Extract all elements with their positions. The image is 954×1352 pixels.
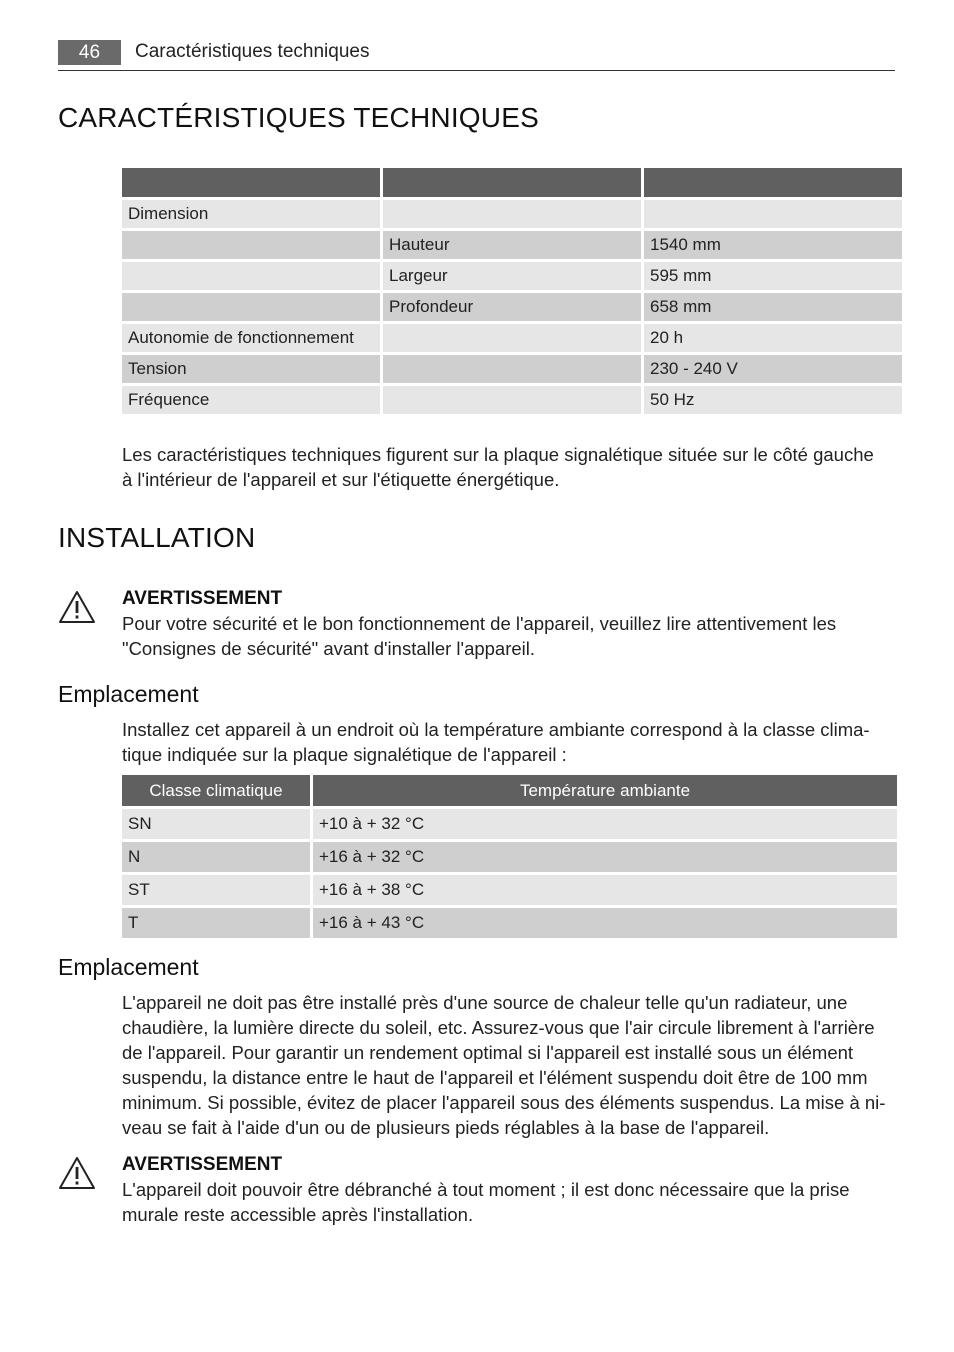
text-line: de l'appareil. Pour garantir un rendement optimal si l'appareil est installé sous un élément xyxy=(122,1042,854,1063)
text-line: à l'intérieur de l'appareil et sur l'étiquette énergétique. xyxy=(122,469,560,490)
table-cell: 50 Hz xyxy=(644,386,902,414)
text-line: Les caractéristiques techniques figurent sur la plaque signalétique située sur le côté gauche xyxy=(122,444,874,465)
table-cell: +10 à + 32 °C xyxy=(313,809,897,839)
table-cell: 230 - 240 V xyxy=(644,355,902,383)
table-cell xyxy=(122,262,380,290)
page-number: 46 xyxy=(58,40,121,65)
warning-text xyxy=(122,1177,897,1227)
specs-table-header xyxy=(122,168,902,197)
table-cell: +16 à + 38 °C xyxy=(313,875,897,905)
table-cell xyxy=(383,355,641,383)
table-row xyxy=(122,908,897,938)
climate-table-header xyxy=(122,775,897,806)
table-row xyxy=(122,200,902,228)
table-row xyxy=(122,293,902,321)
specs-header-cell xyxy=(383,168,641,197)
emplacement-text xyxy=(122,990,897,1140)
table-cell: Largeur xyxy=(383,262,641,290)
table-cell: 595 mm xyxy=(644,262,902,290)
text-line: Installez cet appareil à un endroit où la température ambiante correspond à la classe clima- xyxy=(122,719,870,740)
table-cell: ST xyxy=(122,875,310,905)
table-cell: 20 h xyxy=(644,324,902,352)
text-line: tique indiquée sur la plaque signalétique de l'appareil : xyxy=(122,744,567,765)
table-cell xyxy=(644,200,902,228)
text-line: "Consignes de sécurité" avant d'installer l'appareil. xyxy=(122,638,536,659)
climate-class-table xyxy=(119,772,900,941)
table-cell: SN xyxy=(122,809,310,839)
emplacement-text xyxy=(122,717,897,767)
warning-triangle-icon xyxy=(58,1156,96,1190)
table-cell: Fréquence xyxy=(122,386,380,414)
table-row xyxy=(122,875,897,905)
text-line: L'appareil ne doit pas être installé près d'une source de chaleur telle qu'un radiateur, une xyxy=(122,992,848,1013)
table-cell: Hauteur xyxy=(383,231,641,259)
text-line: suspendu, la distance entre le haut de l'appareil et l'élément suspendu doit être de 100 mm xyxy=(122,1067,868,1088)
table-cell xyxy=(383,200,641,228)
table-row xyxy=(122,262,902,290)
table-cell xyxy=(383,386,641,414)
table-cell: +16 à + 43 °C xyxy=(313,908,897,938)
table-row xyxy=(122,809,897,839)
table-cell xyxy=(122,293,380,321)
subsection-title-emplacement: Emplacement xyxy=(58,681,199,707)
table-cell: 1540 mm xyxy=(644,231,902,259)
specs-header-cell xyxy=(644,168,902,197)
header-divider xyxy=(58,70,895,71)
text-line: chaudière, la lumière directe du soleil, etc. Assurez-vous que l'air circule librement à l'arrière xyxy=(122,1017,875,1038)
table-cell: Profondeur xyxy=(383,293,641,321)
table-cell xyxy=(383,324,641,352)
table-row xyxy=(122,355,902,383)
column-header: Température ambiante xyxy=(313,775,897,806)
table-cell: N xyxy=(122,842,310,872)
warning-title: AVERTISSEMENT xyxy=(122,1154,283,1175)
text-line: veau se fait à l'aide d'un ou de plusieurs pieds réglables à la base de l'appareil. xyxy=(122,1117,770,1138)
text-line: minimum. Si possible, évitez de placer l'appareil sous des éléments suspendus. La mise à ni- xyxy=(122,1092,886,1113)
table-row xyxy=(122,231,902,259)
table-cell: Tension xyxy=(122,355,380,383)
text-line: Pour votre sécurité et le bon fonctionnement de l'appareil, veuillez lire attentivement les xyxy=(122,613,837,634)
section-title-specs: CARACTÉRISTIQUES TECHNIQUES xyxy=(58,102,539,133)
table-cell: T xyxy=(122,908,310,938)
table-row xyxy=(122,842,897,872)
running-title: Caractéristiques techniques xyxy=(135,41,370,62)
table-cell: Autonomie de fonctionnement xyxy=(122,324,380,352)
table-cell: Dimension xyxy=(122,200,380,228)
column-header: Classe climatique xyxy=(122,775,310,806)
section-title-installation: INSTALLATION xyxy=(58,522,256,553)
table-cell: +16 à + 32 °C xyxy=(313,842,897,872)
warning-text xyxy=(122,611,897,661)
subsection-title-emplacement: Emplacement xyxy=(58,954,199,980)
table-row xyxy=(122,386,902,414)
text-line: L'appareil doit pouvoir être débranché à tout moment ; il est donc nécessaire que la prise xyxy=(122,1179,850,1200)
warning-triangle-icon xyxy=(58,590,96,624)
specs-header-cell xyxy=(122,168,380,197)
specs-table xyxy=(119,165,905,417)
table-cell xyxy=(122,231,380,259)
table-row xyxy=(122,324,902,352)
table-cell: 658 mm xyxy=(644,293,902,321)
warning-title: AVERTISSEMENT xyxy=(122,588,283,609)
text-line: murale reste accessible après l'installation. xyxy=(122,1204,474,1225)
specs-note xyxy=(122,442,897,492)
